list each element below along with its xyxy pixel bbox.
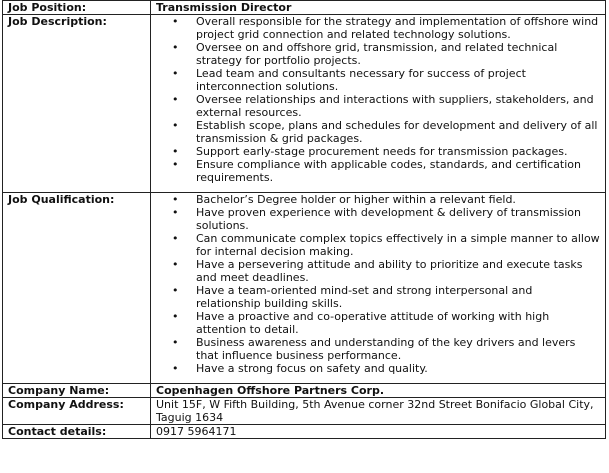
job-description-item-text: Oversee on and offshore grid, transmission, and related technical strategy for portfolio projects. [196,41,558,67]
bullet-icon: • [172,119,179,132]
job-description-item-text: Oversee relationships and interactions with suppliers, stakeholders, and external resources. [196,93,594,119]
job-description-item [156,145,600,158]
job-description-item-text: Establish scope, plans and schedules for development and delivery of all transmission & grid packages. [196,119,598,145]
job-qualification-list [156,193,600,375]
job-description-item-text: Overall responsible for the strategy and implementation of offshore wind project grid connection and related technology solutions. [196,15,599,41]
row-job-position [3,1,606,15]
job-position-label: Job Position: [3,1,151,15]
job-qualification-item-text: Have proven experience with development & delivery of transmission solutions. [196,206,581,232]
bullet-icon: • [172,284,179,297]
bullet-icon: • [172,193,179,206]
job-qualification-item-text: Can communicate complex topics effectively in a simple manner to allow for internal decision making. [196,232,600,258]
job-qualification-item-text: Bachelor’s Degree holder or higher within a relevant field. [196,193,516,206]
job-qualification-item-text: Have a team-oriented mind-set and strong interpersonal and relationship building skills. [196,284,533,310]
job-qualification-item [156,193,600,206]
bullet-icon: • [172,258,179,271]
job-qualification-cell [151,193,606,384]
job-qualification-item [156,206,600,232]
bullet-icon: • [172,362,179,375]
job-qualification-item [156,362,600,375]
job-qualification-item [156,336,600,362]
row-company-name [3,384,606,398]
bullet-icon: • [172,93,179,106]
bullet-icon: • [172,41,179,54]
job-qualification-item [156,310,600,336]
bullet-icon: • [172,206,179,219]
job-description-item [156,67,600,93]
job-posting-table [2,0,606,439]
job-position-value: Transmission Director [151,1,606,15]
job-description-item-text: Ensure compliance with applicable codes, standards, and certification requirements. [196,158,581,184]
job-qualification-item-text: Have a strong focus on safety and quality. [196,362,428,375]
row-job-qualification [3,193,606,384]
bullet-icon: • [172,145,179,158]
company-address-label: Company Address: [3,398,151,425]
bullet-icon: • [172,310,179,323]
bullet-icon: • [172,232,179,245]
row-job-description [3,15,606,193]
job-description-list [156,15,600,184]
contact-details-label: Contact details: [3,425,151,439]
bullet-icon: • [172,336,179,349]
bullet-icon: • [172,67,179,80]
job-qualification-item-text: Business awareness and understanding of the key drivers and levers that influence business performance. [196,336,576,362]
contact-details-value: 0917 5964171 [151,425,606,439]
bullet-icon: • [172,158,179,171]
job-qualification-item [156,284,600,310]
job-description-item [156,158,600,184]
job-description-item [156,41,600,67]
company-name-value: Copenhagen Offshore Partners Corp. [151,384,606,398]
company-address-value: Unit 15F, W Fifth Building, 5th Avenue corner 32nd Street Bonifacio Global City, Taguig 1634 [151,398,606,425]
job-description-item [156,119,600,145]
job-qualification-item-text: Have a persevering attitude and ability to prioritize and execute tasks and meet deadlines. [196,258,583,284]
job-description-label: Job Description: [3,15,151,193]
job-qualification-label: Job Qualification: [3,193,151,384]
job-description-item [156,93,600,119]
row-company-address [3,398,606,425]
job-qualification-item [156,258,600,284]
company-name-label: Company Name: [3,384,151,398]
job-description-item-text: Support early-stage procurement needs for transmission packages. [196,145,568,158]
job-description-cell [151,15,606,193]
job-description-item [156,15,600,41]
row-contact-details [3,425,606,439]
job-description-item-text: Lead team and consultants necessary for success of project interconnection solutions. [196,67,526,93]
job-qualification-item-text: Have a proactive and co-operative attitude of working with high attention to detail. [196,310,550,336]
job-qualification-item [156,232,600,258]
bullet-icon: • [172,15,179,28]
